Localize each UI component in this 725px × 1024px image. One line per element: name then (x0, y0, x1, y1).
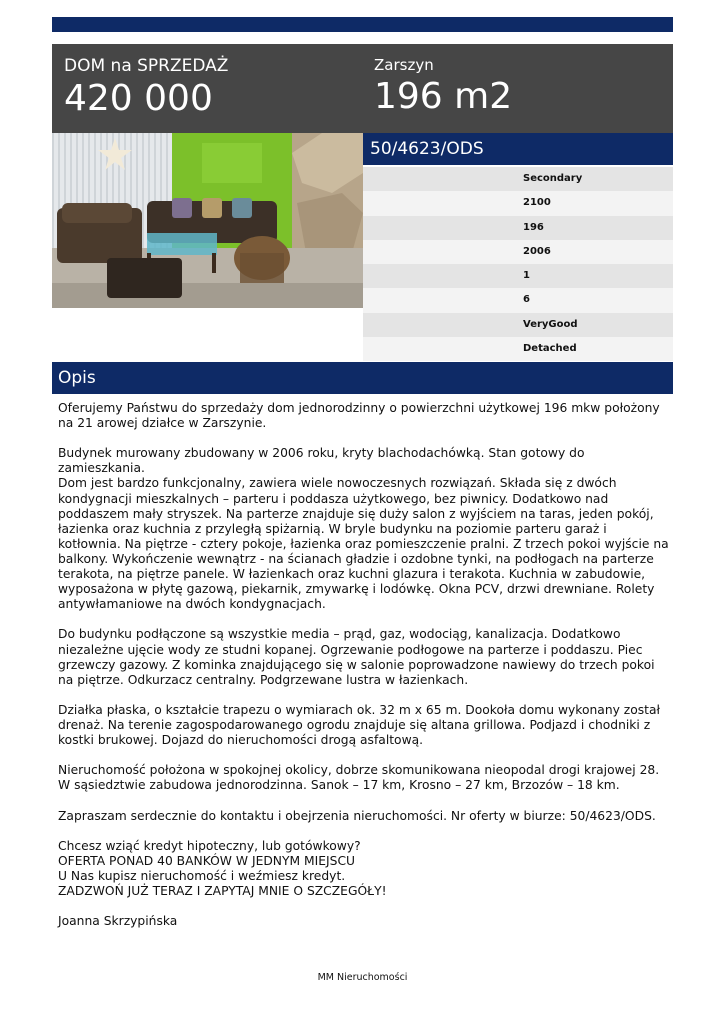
spec-value: 2006 (523, 245, 551, 257)
spec-value: VeryGood (523, 318, 578, 330)
description-line: Do budynku podłączone są wszystkie media – prąd, gaz, wodociąg, kanalizacja. Dodatkowo niezależne ujęcie wody ze studni kopanej. Ogrzewanie podłogowe na parterze i poddaszu. Piec grzewczy gazowy. Z kominka znajdującego się w salonie poprowadzone nawiewy do trzech pokoi na piętrze. Odkurzacz centralny. Podgrzewane lustra w łazienkach. (58, 627, 655, 687)
listing-city: Zarszyn (374, 56, 434, 74)
spec-value: 196 (523, 221, 544, 233)
description-heading: Opis (58, 368, 96, 388)
reference-number: 50/4623/ODS (370, 139, 484, 159)
spec-value: Detached (523, 343, 577, 355)
listing-price: 420 000 (64, 78, 213, 119)
property-photo (52, 133, 363, 308)
description-line: Chcesz wziąć kredyt hipoteczny, lub gotówkowy? (58, 838, 361, 853)
footer-agency: MM Nieruchomości (317, 972, 408, 983)
top-accent-bar (52, 17, 673, 32)
spec-value: 6 (523, 294, 530, 306)
spec-row (363, 337, 673, 361)
description-line: Oferujemy Państwu do sprzedaży dom jednorodzinny o powierzchni użytkowej 196 mkw położony na 21 arowej działce w Zarszynie. (58, 401, 660, 431)
listing-header-left (64, 56, 228, 120)
description-line: Działka płaska, o kształcie trapezu o wymiarach ok. 32 m x 65 m. Dookoła domu wykonany został drenaż. Na terenie zagospodarowanego ogrodu znajduje się altana grillowa. Podjazd i chodniki z kostki brukowej. Dojazd do nieruchomości drogą asfaltową. (58, 702, 661, 748)
spec-row (363, 191, 673, 215)
spec-row (363, 167, 673, 191)
listing-type: DOM na SPRZEDAŻ (64, 56, 229, 76)
description-line: OFERTA PONAD 40 BANKÓW W JEDNYM MIEJSCU (58, 853, 356, 868)
spec-row (363, 288, 673, 312)
description-heading-bar (52, 362, 673, 394)
living-room-photo (52, 133, 363, 308)
description-line: Nieruchomość położona w spokojnej okolicy, dobrze skomunikowana nieopodal drogi krajowej 28. W sąsiedztwie zabudowa jednorodzinna. Sanok – 17 km, Krosno – 27 km, Brzozów – 18 km. (58, 763, 660, 793)
reference-number-bar (363, 133, 673, 165)
spec-row (363, 313, 673, 337)
description-line: Budynek murowany zbudowany w 2006 roku, kryty blachodachówką. Stan gotowy do zamieszkania. (58, 446, 585, 476)
listing-header-right (374, 56, 512, 118)
spec-value: Secondary (523, 173, 583, 184)
description-body (58, 401, 673, 929)
description-line: ZADZWOŃ JUŻ TERAZ I ZAPYTAJ MNIE O SZCZEGÓŁY! (58, 884, 387, 898)
agent-name: Joanna Skrzypińska (58, 914, 178, 929)
description-line: Zapraszam serdecznie do kontaktu i obejrzenia nieruchomości. Nr oferty w biurze: 50/4623/ODS. (58, 808, 656, 823)
spec-row (363, 216, 673, 240)
spec-value: 2100 (523, 197, 551, 209)
description-line: U Nas kupisz nieruchomość i weźmiesz kredyt. (58, 868, 346, 883)
specs-table (363, 167, 673, 361)
description-line: Dom jest bardzo funkcjonalny, zawiera wiele nowoczesnych rozwiązań. Składa się z dwóch kondygnacji mieszkalnych – parteru i poddasza użytkowego, bez piwnicy. Dodatkowo nad poddaszem mały stryszek. Na parterze znajduje się duży salon z wyjściem na taras, jeden pokój, łazienka oraz kuchnia z przyległą spiżarnią. W bryle budynku na poziomie parteru garaż i kotłownia. Na piętrze - cztery pokoje, łazienka oraz pomieszczenie pralni. Z trzech pokoi wyjście na balkony. Wykończenie wewnątrz - na ścianach gładzie i ozdobne tynki, na podłogach na parterze terakota, na piętrze panele. W łazienkach oraz kuchni glazura i terakota. Kuchnia w zabudowie, wyposażona w płytę gazową, piekarnik, zmywarkę i lodówkę. Okna PCV, drzwi drewniane. Rolety antywłamaniowe na dwóch kondygnacjach. (58, 476, 669, 612)
listing-area: 196 m2 (374, 76, 513, 117)
spec-row (363, 264, 673, 288)
spec-value: 1 (523, 270, 530, 282)
spec-row (363, 240, 673, 264)
listing-header (52, 44, 673, 133)
